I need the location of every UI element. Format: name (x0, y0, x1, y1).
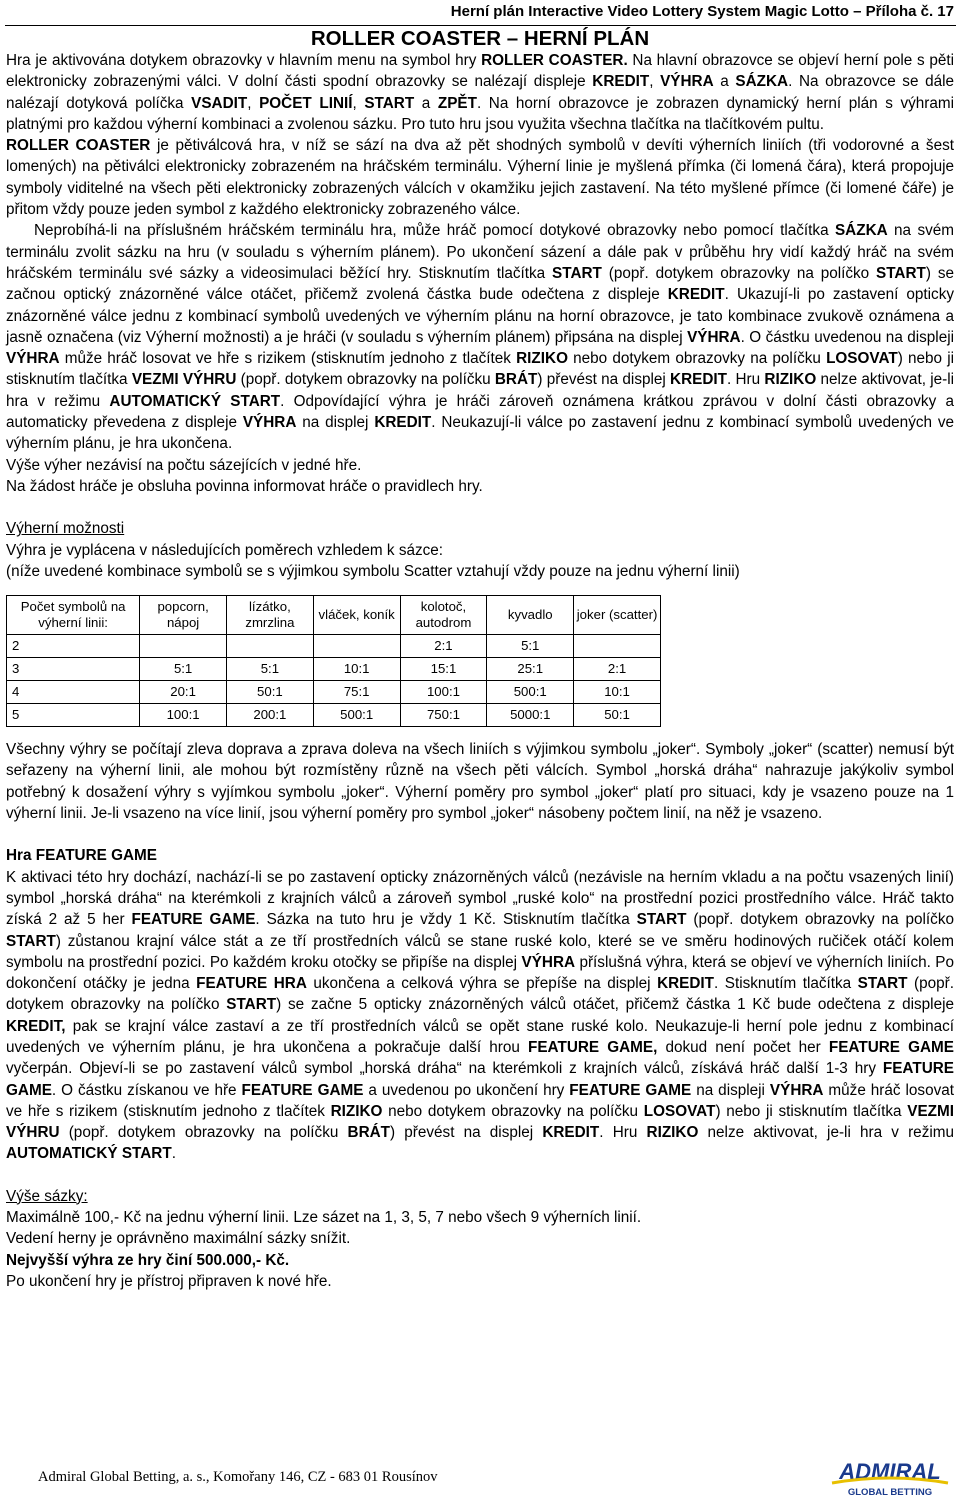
ready-line: Po ukončení hry je přístroj připraven k nové hře. (6, 1272, 332, 1290)
table-cell: 20:1 (140, 681, 227, 704)
table-cell: 15:1 (400, 658, 487, 681)
joker-paragraph: Všechny výhry se počítají zleva doprava a zprava doleva na všech liniích s výjimkou symbolu „joker“. Symboly „joker“ (scatter) nemusí být seřazeny na výherní linii, ale mohou být rozmístěny různě na všech pěti válcích. Symbol „horská dráha“ nahrazuje jakýkoliv symbol potřebný k dosažení výhry s vyjímkou symbolu „joker“. Výherní poměry pro symbol „joker“ platí pro situaci, kdy je vsazeno pouze na 1 výherní linii. Je-li vsazeno na více linií, jsou výherní poměry pro symbol „joker“ násobeny počtem linií, na něž je vsazeno. (6, 741, 954, 823)
table-row (7, 681, 661, 704)
table-header-row (7, 596, 661, 635)
header-divider (5, 25, 956, 26)
table-row (7, 635, 661, 658)
table-cell: 3 (7, 658, 140, 681)
table-cell: 5000:1 (487, 704, 574, 727)
table-cell: 10:1 (574, 681, 661, 704)
table-cell: 10:1 (313, 658, 400, 681)
table-row (7, 658, 661, 681)
info-note: Na žádost hráče je obsluha povinna informovat hráče o pravidlech hry. (6, 477, 483, 495)
table-cell: 5:1 (140, 658, 227, 681)
table-header-cell: Počet symbolů na výherní linii: (7, 596, 140, 635)
table-cell: 2:1 (574, 658, 661, 681)
table-cell: 2:1 (400, 635, 487, 658)
table-cell (574, 635, 661, 658)
rules-paragraph: ROLLER COASTER je pětiválcová hra, v níž se sází na dva až pět shodných symbolů v devíti výherních liniích (tři vodorovné a šest lomených) na pětiválci elektronicky zobrazeném na hráčském terminálu. Výherní linie je myšlená přímka (či lomená čára), která propojuje symboly viditelné na všech pěti elektronicky zobrazených válcích v okamžiku jejich zastavení. Na této myšlené přímce (či lomené čáře) je přitom vždy pouze jeden symbol z každého elektronicky zobrazeného válce. (6, 137, 954, 219)
procedure-paragraph: Neprobíhá-li na příslušném hráčském terminálu hra, může hráč pomocí dotykové obrazovky nebo pomocí tlačítka SÁZKA na svém terminálu zvolit sázku na hru (v souladu s výherním plánem). Po ukončení sázení a dále pak v průběhu hry vidí každý hráč na svém hráčském terminálu své sázky a videosimulaci běžící hry. Stisknutím tlačítka START (popř. dotykem obrazovky na políčko START) se začnou optický znázorněné válce otáčet, přičemž zvolená částka bude odečtena z displeje KREDIT. Ukazují-li po zastavení opticky znázorněné válce jednu z kombinací symbolů uvedených ve výherním plánu na horní obrazovce, je tato kombinace zvukově oznámena a jasně označena (viz Výherní možnosti) a je hráči (v souladu s výherním plánem) připsána na displej VÝHRA. O částku uvedenou na displeji VÝHRA může hráč losovat ve hře s rizikem (stisknutím jednoho z tlačítek RIZIKO nebo dotykem obrazovky na políčku LOSOVAT) nebo ji stisknutím tlačítka VEZMI VÝHRU (popř. dotykem obrazovky na políčku BRÁT) převést na displej KREDIT. Hru RIZIKO nelze aktivovat, je-li hra v režimu AUTOMATICKÝ START. Odpovídající výhra je hráči zároveň oznámena krátkou zprávou v dolní části obrazovky a automaticky převedena z displeje VÝHRA na displej KREDIT. Neukazují-li válce po zastavení jednu z kombinací symbolů uvedených ve výherním plánu, je hra ukončena. (6, 222, 955, 453)
win-intro: Výhra je vyplácena v následujících poměrech vzhledem k sázce: (6, 541, 444, 559)
page-header: Herní plán Interactive Video Lottery System Magic Lotto – Příloha č. 17 (450, 3, 954, 20)
bet-max: Maximálně 100,- Kč na jednu výherní linii. Lze sázet na 1, 3, 5, 7 nebo všech 9 výherních linií. (6, 1209, 642, 1227)
table-cell: 5 (7, 704, 140, 727)
page-title: ROLLER COASTER – HERNÍ PLÁN (310, 27, 650, 50)
table-header-cell: joker (scatter) (574, 596, 661, 635)
footer-address: Admiral Global Betting, a. s., Komořany 146, CZ - 683 01 Rousínov (38, 1469, 438, 1485)
table-cell: 750:1 (400, 704, 487, 727)
win-note: (níže uvedené kombinace symbolů se s výjimkou symbolu Scatter vztahují vždy pouze na jednu výherní linii) (6, 562, 740, 580)
table-cell: 25:1 (487, 658, 574, 681)
table-cell (140, 635, 227, 658)
intro-paragraph: Hra je aktivována dotykem obrazovky v hlavním menu na symbol hry ROLLER COASTER. Na hlavní obrazovce se objeví herní pole s pěti elektronicky zobrazenými válci. V dolní části spodní obrazovky se nalézají displeje KREDIT, VÝHRA a SÁZKA. Na obrazovce se dále nalézají dotyková políčka VSADIT, POČET LINIÍ, START a ZPĚT. Na horní obrazovce je zobrazen dynamický herní plán s výhrami platnými pro každou výherní kombinaci a zvolenou sázku. Pro tuto hru jsou využita všechna tlačítka na tlačítkovém pultu. (6, 52, 955, 133)
admiral-logo (824, 1455, 956, 1499)
table-cell: 75:1 (313, 681, 400, 704)
logo-wordmark: ADMIRAL (839, 1459, 941, 1484)
table-cell (227, 635, 314, 658)
table-row (7, 704, 661, 727)
feature-paragraph: K aktivaci této hry dochází, nachází-li se po zastavení opticky znázorněných válců (nezávisle na herním vkladu a na počtu vsazených linií) symbol „horská dráha“ na kterémkoli z krajních válců a zároveň symbol „ruské kolo“ na prostřední pozici prostředního válce. Hráč takto získá 2 až 5 her FEATURE GAME. Sázka na tuto hru je vždy 1 Kč. Stisknutím tlačítka START (popř. dotykem obrazovky na políčko START) zůstanou krajní válce stát a ze tří prostředních válců se stane ruské kolo, které se ve směru hodinových ručiček otáčí kolem symbolu na prostřední pozici. Po každém kroku otočky se připíše na displej VÝHRA příslušná výhra, která se objeví ve výherních liniích. Po dokončení otáčky je jedna FEATURE HRA ukončena a celková výhra se přepíše na displej KREDIT. Stisknutím tlačítka START (popř. dotykem obrazovky na políčko START) se začne 5 opticky znázorněných válců otáčet, přičemž částka 1 Kč bude odečtena z displeje KREDIT, pak se krajní válce zastaví a ze tří prostředních válců se opět stane ruské kolo. Neukazuje-li herní pole jednu z kombinací uvedených ve výherním plánu, je hra ukončena a pokračuje další hrou FEATURE GAME, dokud není počet her FEATURE GAME vyčerpán. Objeví-li se po zastavení válců symbol „horská dráha“ na kterémkoli z krajních válců, získává hráč další 1-3 hry FEATURE GAME. O částku získanou ve hře FEATURE GAME a uvedenou po ukončení hry FEATURE GAME na displeji VÝHRA může hráč losovat ve hře s rizikem (stisknutím jednoho z tlačítek RIZIKO nebo dotykem obrazovky na políčku LOSOVAT) nebo ji stisknutím tlačítka VEZMI VÝHRU (popř. dotykem obrazovky na políčku BRÁT) převést na displej KREDIT. Hru RIZIKO nelze aktivovat, je-li hra v režimu AUTOMATICKÝ START. (6, 868, 955, 1163)
table-cell: 50:1 (227, 681, 314, 704)
bet-heading: Výše sázky: (6, 1187, 88, 1205)
table-header-cell: vláček, koník (313, 596, 400, 635)
win-heading: Výherní možnosti (6, 520, 125, 538)
table-cell: 500:1 (313, 704, 400, 727)
players-note: Výše výher nezávisí na počtu sázejících v jedné hře. (6, 456, 362, 474)
table-cell: 100:1 (400, 681, 487, 704)
table-header-cell: popcorn, nápoj (140, 596, 227, 635)
max-win: Nejvyšší výhra ze hry činí 500.000,- Kč. (6, 1251, 290, 1269)
bet-reduce: Vedení herny je oprávněno maximální sázky snížit. (6, 1230, 351, 1248)
table-header-cell: lízátko, zmrzlina (227, 596, 314, 635)
table-cell: 4 (7, 681, 140, 704)
table-header-cell: kyvadlo (487, 596, 574, 635)
table-cell: 200:1 (227, 704, 314, 727)
payout-table (6, 595, 661, 727)
feature-heading: Hra FEATURE GAME (6, 847, 157, 865)
table-cell (313, 635, 400, 658)
table-cell: 500:1 (487, 681, 574, 704)
table-body (7, 635, 661, 727)
table-header-cell: kolotoč, autodrom (400, 596, 487, 635)
table-cell: 100:1 (140, 704, 227, 727)
table-cell: 5:1 (487, 635, 574, 658)
logo-subtitle: GLOBAL BETTING (847, 1487, 933, 1498)
table-cell: 5:1 (227, 658, 314, 681)
table-cell: 50:1 (574, 704, 661, 727)
table-cell: 2 (7, 635, 140, 658)
document-body (6, 50, 954, 1292)
